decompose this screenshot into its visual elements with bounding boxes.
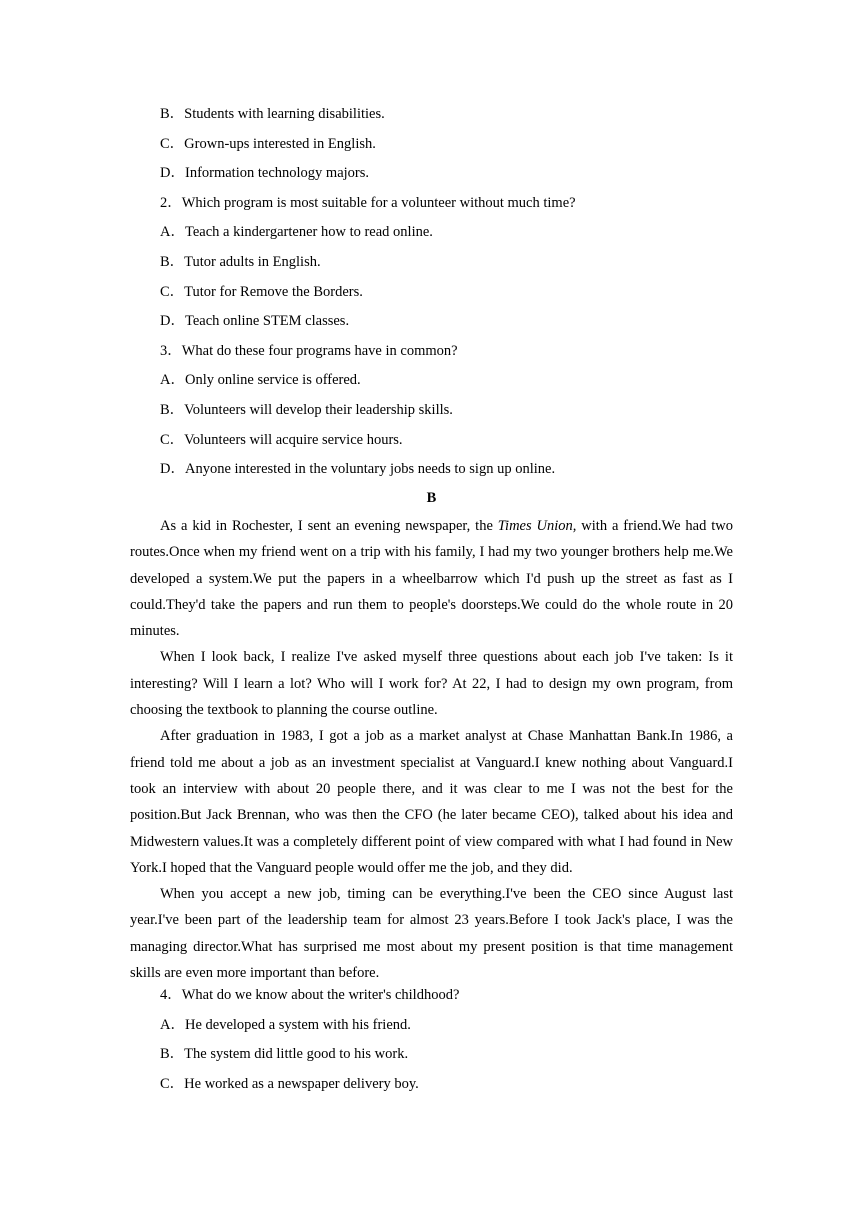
option-label: B． xyxy=(160,1046,185,1063)
option-line xyxy=(160,283,760,313)
option-line xyxy=(160,1045,760,1075)
question-number: 3． xyxy=(160,342,182,359)
option-label: C． xyxy=(160,431,185,448)
option-text: He worked as a newspaper delivery boy. xyxy=(184,1075,419,1092)
option-line xyxy=(160,223,760,253)
option-line xyxy=(160,312,760,342)
option-label: B． xyxy=(160,401,185,418)
option-label: C． xyxy=(160,135,185,152)
option-line xyxy=(160,401,760,431)
option-label: D． xyxy=(160,461,185,478)
option-label: C． xyxy=(160,283,185,300)
paragraph-text: As a kid in Rochester, I sent an evening newspaper, the xyxy=(160,518,498,534)
section-heading: B xyxy=(426,490,437,506)
option-line xyxy=(160,105,760,135)
newspaper-title: Times Union, xyxy=(497,518,577,534)
option-line xyxy=(160,135,760,165)
option-line xyxy=(160,253,760,283)
option-line xyxy=(160,164,760,194)
question-line xyxy=(160,986,760,1016)
option-text: Teach a kindergartener how to read online. xyxy=(184,224,433,241)
option-text: Tutor for Remove the Borders. xyxy=(184,283,363,300)
option-label: A． xyxy=(160,224,185,241)
option-line xyxy=(160,371,760,401)
question-text: What do we know about the writer's childhood? xyxy=(181,987,460,1003)
option-label: D． xyxy=(160,165,185,182)
question-options-block xyxy=(160,105,760,490)
option-text: The system did little good to his work. xyxy=(184,1046,409,1063)
passage-paragraph-4: When you accept a new job, timing can be everything.I've been the CEO since August last year.I've been part of the leadership team for almost 23 years.Before I took Jack's place, I was the managing director.What has surprised me most about my present position is that time management skills are even more important than before. xyxy=(130,886,733,982)
option-line xyxy=(160,1016,760,1046)
option-text: Tutor adults in English. xyxy=(184,253,321,270)
question-line xyxy=(160,342,760,372)
reading-passage xyxy=(130,513,733,986)
paragraph-text: with a friend.We had two routes.Once when my friend went on a trip with his family, I had my two younger brothers help me.We developed a system.We put the papers in a wheelbarrow which I'd push up the street as fast as I could.They'd take the papers and run them to people's doorsteps.We could do the whole route in 20 minutes. xyxy=(130,518,733,640)
option-line xyxy=(160,431,760,461)
question-options-block xyxy=(160,986,760,1104)
option-line xyxy=(160,1075,760,1105)
question-number: 2． xyxy=(160,194,182,211)
option-label: D． xyxy=(160,313,185,330)
option-label: C． xyxy=(160,1075,185,1092)
passage-paragraph-2: When I look back, I realize I've asked myself three questions about each job I've taken: Is it interesting? Will I learn a lot? Who will I work for? At 22, I had to design my own program, from choosing the textbook to planning the course outline. xyxy=(130,649,733,719)
question-number: 4． xyxy=(160,987,182,1003)
question-text: Which program is most suitable for a volunteer without much time? xyxy=(181,194,576,211)
option-text: Teach online STEM classes. xyxy=(184,313,350,330)
option-text: Volunteers will acquire service hours. xyxy=(184,431,403,448)
option-text: Students with learning disabilities. xyxy=(184,106,385,122)
option-label: B． xyxy=(160,253,185,270)
option-text: Only online service is offered. xyxy=(184,372,361,389)
passage-paragraph-3: After graduation in 1983, I got a job as a market analyst at Chase Manhattan Bank.In 1986, a friend told me about a job as an investment specialist at Vanguard.I knew nothing about Vanguard.I took an interview with about 20 people there, and it was clear to me I was not the best for the position.But Jack Brennan, who was then the CFO (he later became CEO), talked about his idea and Midwestern values.It was a completely different point of view compared with what I had found in New York.I hoped that the Vanguard people would offer me the job, and they did. xyxy=(130,728,733,876)
option-text: Anyone interested in the voluntary jobs needs to sign up online. xyxy=(184,461,556,478)
question-line xyxy=(160,194,760,224)
option-text: Information technology majors. xyxy=(184,165,370,182)
option-text: Grown-ups interested in English. xyxy=(184,135,376,152)
passage-paragraph-1 xyxy=(130,513,733,644)
option-label: A． xyxy=(160,1016,185,1033)
question-text: What do these four programs have in common? xyxy=(181,342,458,359)
option-label: B． xyxy=(160,106,185,122)
option-label: A． xyxy=(160,372,185,389)
option-line xyxy=(160,460,760,490)
option-text: He developed a system with his friend. xyxy=(184,1016,411,1033)
option-text: Volunteers will develop their leadership skills. xyxy=(184,401,453,418)
